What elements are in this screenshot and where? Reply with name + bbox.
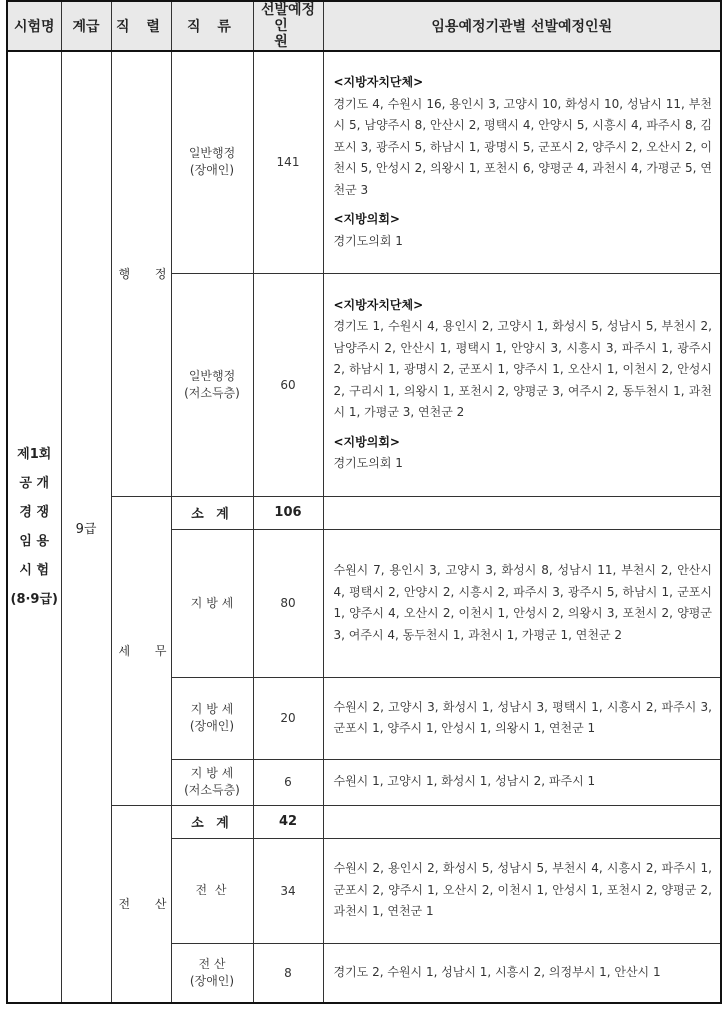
series-computer <box>111 805 171 1003</box>
detail-text: 수원시 1, 고양시 1, 화성시 1, 성남시 2, 파주시 1 <box>333 774 596 789</box>
header-count <box>253 1 323 51</box>
detail-text: 경기도의회 1 <box>333 233 403 248</box>
subtotal-detail <box>323 496 721 529</box>
subtotal-count: 42 <box>253 805 323 838</box>
header-detail: 임용예정기관별 선발예정인원 <box>323 1 721 51</box>
subtotal-label: 소 계 <box>171 496 253 529</box>
class-line1: 전 산 <box>195 883 229 897</box>
exam-name-line: 제1회 <box>17 447 52 462</box>
count-cell: 34 <box>253 838 323 943</box>
detail-text: 수원시 2, 용인시 2, 화성시 5, 성남시 5, 부천시 4, 시흥시 2, 파주시 1, 군포시 2, 양주시 1, 오산시 2, 이천시 1, 안성시 1, 포천시 2, 양평군 2, 과천시 1, 연천군 1 <box>333 861 712 919</box>
header-exam: 시험명 <box>7 1 61 51</box>
class-cell <box>171 273 253 496</box>
header-grade: 계급 <box>61 1 111 51</box>
exam-name-line: (8·9급) <box>10 592 58 607</box>
detail-cell <box>323 51 721 273</box>
class-line1: 일반행정 <box>188 368 236 383</box>
detail-cell <box>323 838 721 943</box>
exam-name-line: 공 개 <box>19 476 50 491</box>
class-line1: 일반행정 <box>188 146 236 161</box>
exam-name-line: 경 쟁 <box>19 505 50 520</box>
detail-subhead: <지방자치단체> <box>333 297 424 312</box>
class-cell <box>171 529 253 677</box>
class-line2: (장애인) <box>189 973 235 988</box>
class-cell <box>171 838 253 943</box>
grade-cell: 9급 <box>61 51 111 1003</box>
detail-cell <box>323 943 721 1003</box>
class-line2: (장애인) <box>189 163 235 178</box>
header-class: 직 류 <box>171 1 253 51</box>
detail-cell <box>323 677 721 759</box>
series-computer-right: 산 <box>154 897 167 912</box>
header-count-line2: 인 원 <box>274 18 302 50</box>
detail-cell <box>323 273 721 496</box>
exam-name-line: 시 험 <box>19 563 50 578</box>
detail-text: 경기도의회 1 <box>333 456 403 470</box>
class-cell <box>171 677 253 759</box>
detail-text: 경기도 1, 수원시 4, 용인시 2, 고양시 1, 화성시 5, 성남시 5, 부천시 2, 남양주시 2, 안산시 1, 평택시 1, 안양시 3, 시흥시 3, 파주시 1, 광주시 2, 하남시 1, 광명시 2, 군포시 1, 양주시 1, 오산시 1, 이천시 2, 안성시 2, 구리시 1, 의왕시 1, 포천시 2, 양평군 3, 여주시 2, 동두천시 1, 과천시 1, 가평군 3, 연천군 2 <box>333 319 712 419</box>
detail-text: 수원시 2, 고양시 3, 화성시 1, 성남시 3, 평택시 1, 시흥시 2, 파주시 3, 군포시 1, 양주시 1, 안성시 1, 의왕시 1, 연천군 1 <box>333 699 712 735</box>
header-count-line1: 선발예정 <box>260 2 316 18</box>
class-cell <box>171 759 253 805</box>
series-tax <box>111 496 171 805</box>
count-cell: 20 <box>253 677 323 759</box>
detail-subhead: <지방의회> <box>333 434 400 449</box>
header-series: 직 렬 <box>111 1 171 51</box>
subtotal-count: 106 <box>253 496 323 529</box>
subtotal-label: 소 계 <box>171 805 253 838</box>
exam-name-line: 임 용 <box>19 534 50 549</box>
detail-cell <box>323 529 721 677</box>
class-cell <box>171 943 253 1003</box>
class-line1: 지 방 세 <box>190 766 234 780</box>
count-cell: 141 <box>253 51 323 273</box>
table-row <box>7 496 721 529</box>
series-tax-left: 세 <box>118 644 131 658</box>
series-admin-right: 정 <box>154 267 167 282</box>
detail-text: 경기도 4, 수원시 16, 용인시 3, 고양시 10, 화성시 10, 성남시 11, 부천시 5, 남양주시 8, 안산시 2, 평택시 4, 안양시 5, 시흥시 4, 파주시 8, 김포시 3, 광주시 5, 하남시 1, 광명시 5, 군포시 2, 양주시 2, 오산시 2, 이천시 5, 안성시 2, 의왕시 1, 포천시 6, 양평군 4, 과천시 4, 가평군 5, 연천군 3 <box>333 96 712 197</box>
count-cell: 80 <box>253 529 323 677</box>
series-tax-right: 무 <box>154 644 167 658</box>
class-line2: (저소득층) <box>184 783 240 797</box>
detail-cell <box>323 759 721 805</box>
class-line2: (저소득층) <box>184 385 240 400</box>
subtotal-detail <box>323 805 721 838</box>
detail-text: 수원시 7, 용인시 3, 고양시 3, 화성시 8, 성남시 11, 부천시 2, 안산시 4, 평택시 2, 안양시 2, 시흥시 2, 파주시 3, 광주시 5, 하남시 1, 군포시 1, 양주시 4, 오산시 2, 이천시 1, 안성시 2, 의왕시 3, 포천시 2, 양평군 3, 여주시 4, 동두천시 1, 과천시 1, 가평군 1, 연천군 2 <box>333 563 712 642</box>
table-row <box>7 51 721 273</box>
exam-name-cell <box>7 51 61 1003</box>
class-line1: 전 산 <box>198 956 226 971</box>
series-admin <box>111 51 171 496</box>
detail-subhead: <지방자치단체> <box>333 75 424 90</box>
series-computer-left: 전 <box>118 897 131 912</box>
detail-text: 경기도 2, 수원시 1, 성남시 1, 시흥시 2, 의정부시 1, 안산시 1 <box>333 965 661 979</box>
class-line1: 지 방 세 <box>190 702 234 716</box>
count-cell: 6 <box>253 759 323 805</box>
table-row <box>7 805 721 838</box>
recruitment-table <box>6 0 722 1004</box>
count-cell: 8 <box>253 943 323 1003</box>
class-line2: (장애인) <box>189 719 235 733</box>
series-admin-left: 행 <box>118 267 131 282</box>
count-cell: 60 <box>253 273 323 496</box>
class-line1: 지 방 세 <box>190 595 234 610</box>
header-row <box>7 1 721 51</box>
class-cell <box>171 51 253 273</box>
detail-subhead: <지방의회> <box>333 212 400 227</box>
